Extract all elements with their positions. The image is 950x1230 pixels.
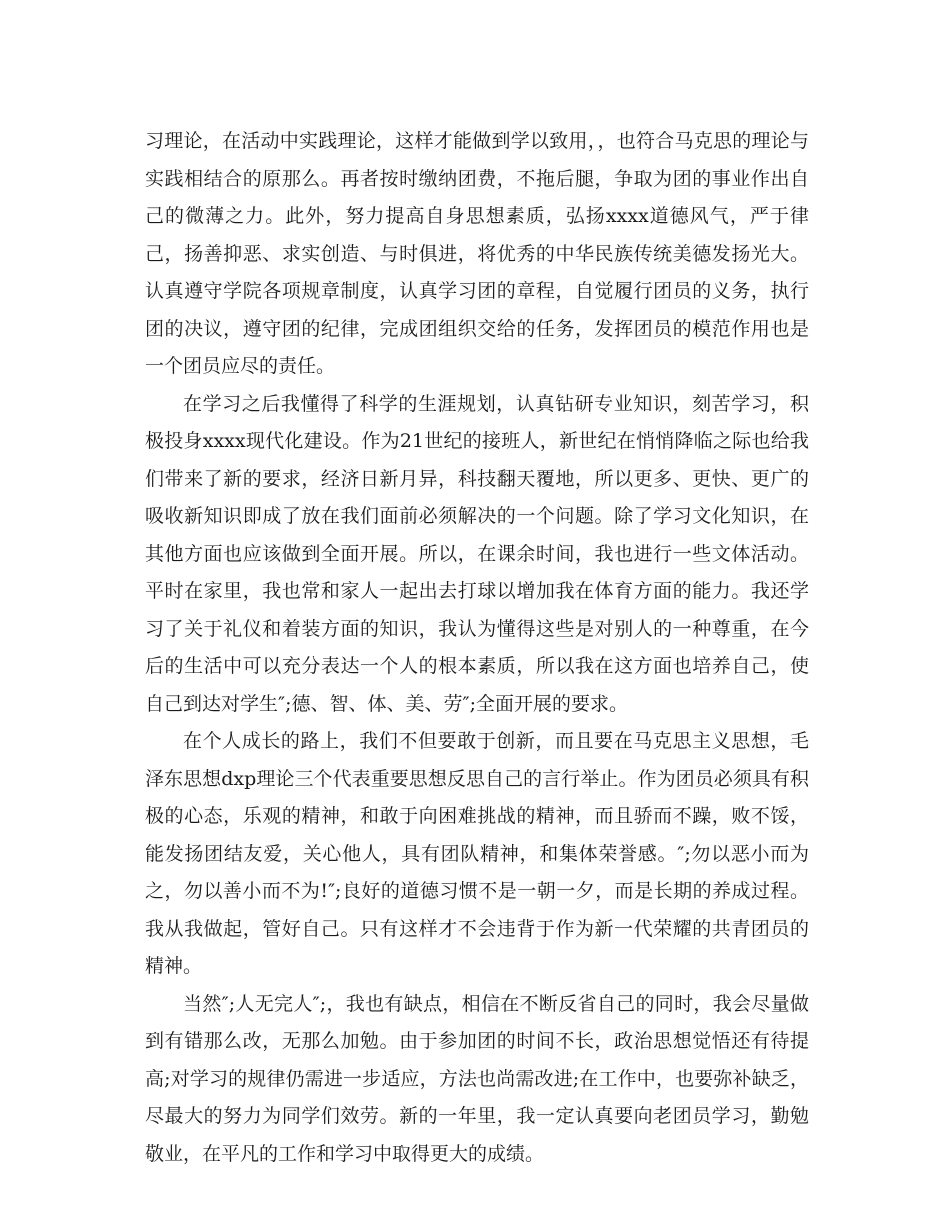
paragraph-1: 习理论，在活动中实践理论，这样才能做到学以致用，，也符合马克思的理论与实践相结合的原那么。再者按时缴纳团费，不拖后腿，争取为团的事业作出自己的微薄之力。此外，努力提高自身思想素质，弘扬xxxx道德风气，严于律己，扬善抑恶、求实创造、与时俱进，将优秀的中华民族传统美德发扬光大。认真遵守学院各项规章制度，认真学习团的章程，自觉履行团员的义务，执行团的决议，遵守团的纪律，完成团组织交给的任务，发挥团员的模范作用也是一个团员应尽的责任。 (145, 130, 809, 377)
paragraph-3: 在个人成长的路上，我们不但要敢于创新，而且要在马克思主义思想，毛泽东思想dxp理论三个代表重要思想反思自己的言行举止。作为团员必须具有积极的心态，乐观的精神，和敢于向困难挑战的精神，而且骄而不躁，败不馁，能发扬团结友爱，关心他人，具有团队精神，和集体荣誉感。″;勿以恶小而为之，勿以善小而不为!″;良好的道德习惯不是一朝一夕，而是长期的养成过程。我从我做起，管好自己。只有这样才不会违背于作为新一代荣耀的共青团员的精神。 (145, 730, 809, 977)
document-body (145, 123, 809, 1173)
paragraph-4: 当然″;人无完人″;，我也有缺点，相信在不断反省自己的同时，我会尽量做到有错那么改，无那么加勉。由于参加团的时间不长，政治思想觉悟还有待提高;对学习的规律仍需进一步适应，方法也尚需改进;在工作中，也要弥补缺乏，尽最大的努力为同学们效劳。新的一年里，我一定认真要向老团员学习，勤勉敬业，在平凡的工作和学习中取得更大的成绩。 (145, 992, 809, 1165)
paragraph-2: 在学习之后我懂得了科学的生涯规划，认真钻研专业知识，刻苦学习，积极投身xxxx现代化建设。作为21世纪的接班人，新世纪在悄悄降临之际也给我们带来了新的要求，经济日新月异，科技翻天覆地，所以更多、更快、更广的吸收新知识即成了放在我们面前必须解决的一个问题。除了学习文化知识，在其他方面也应该做到全面开展。所以，在课余时间，我也进行一些文体活动。平时在家里，我也常和家人一起出去打球以增加我在体育方面的能力。我还学习了关于礼仪和着装方面的知识，我认为懂得这些是对别人的一种尊重，在今后的生活中可以充分表达一个人的根本素质，所以我在这方面也培养自己，使自己到达对学生″;德、智、体、美、劳″;全面开展的要求。 (145, 392, 809, 715)
